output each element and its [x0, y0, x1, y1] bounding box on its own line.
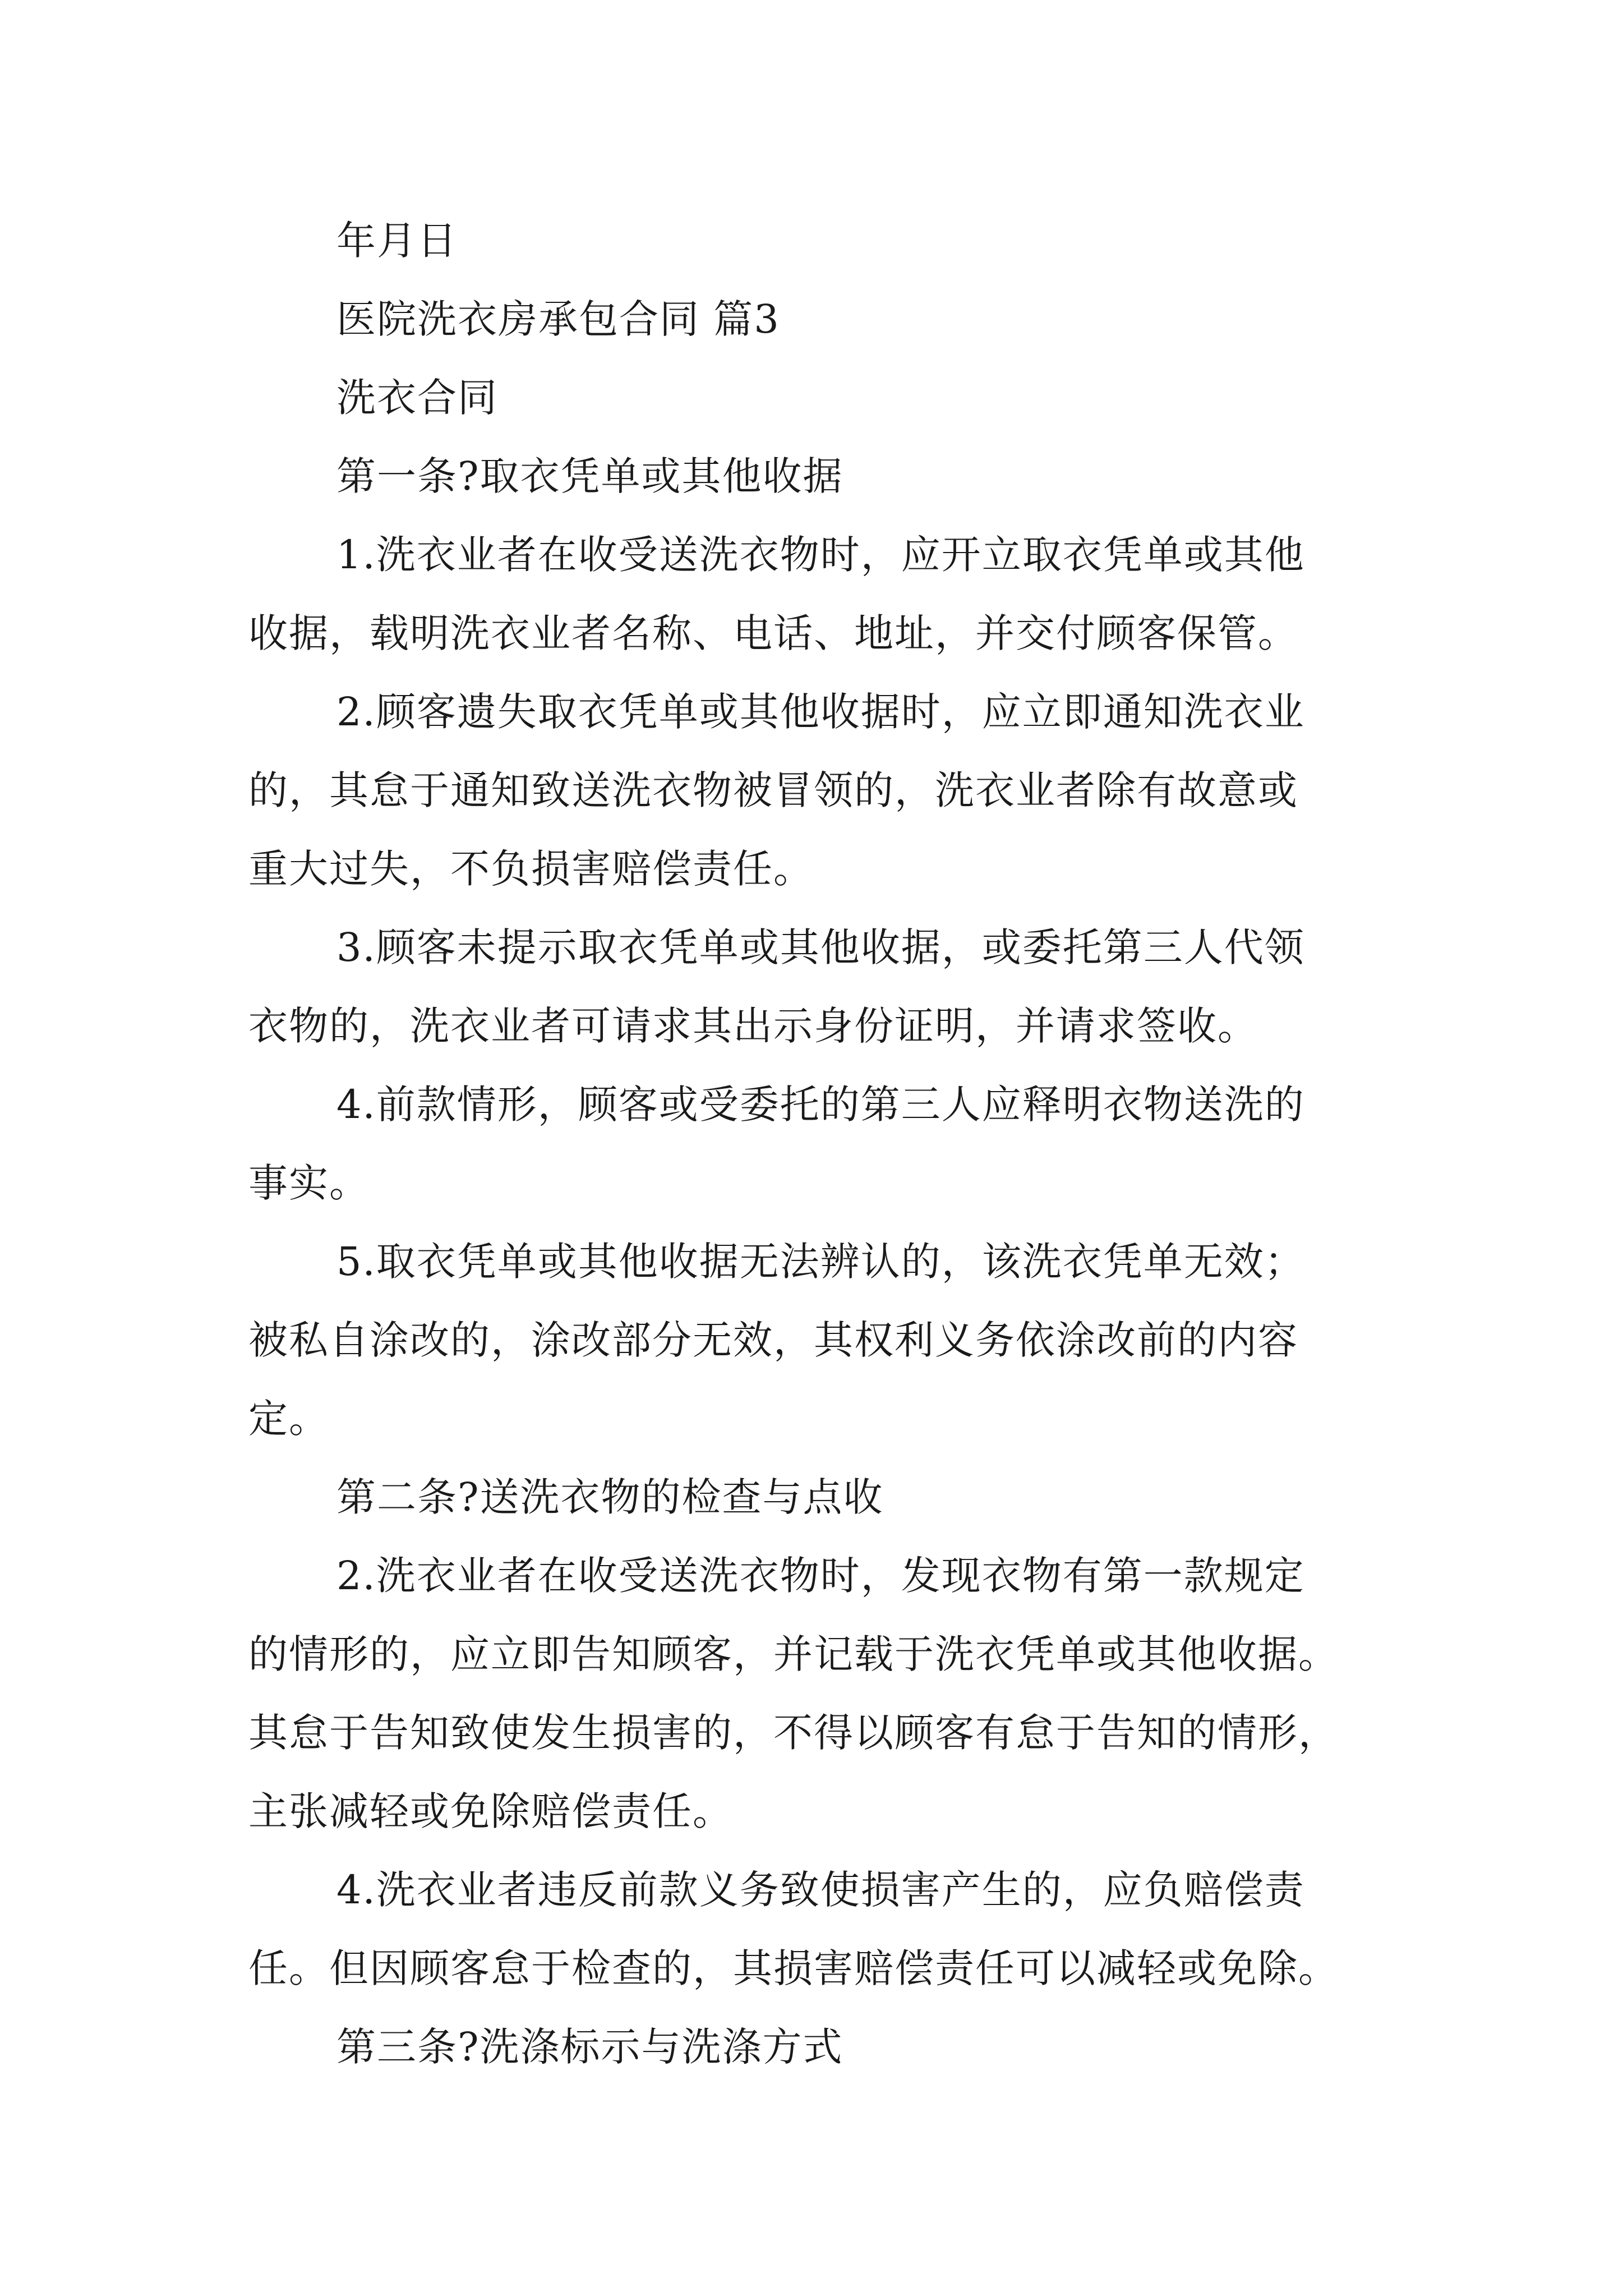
paragraph-line: 其怠于告知致使发生损害的，不得以顾客有怠于告知的情形， — [248, 1710, 1339, 1756]
paragraph-line: 定。 — [248, 1396, 329, 1442]
article-heading: 第二条?送洗衣物的检查与点收 — [336, 1474, 884, 1520]
paragraph-line: 事实。 — [248, 1160, 370, 1206]
paragraph-line: 衣物的，洗衣业者可请求其出示身份证明，并请求签收。 — [248, 1003, 1258, 1049]
paragraph-line: 的情形的，应立即告知顾客，并记载于洗衣凭单或其他收据。 — [248, 1631, 1339, 1677]
paragraph-line: 4.前款情形，顾客或受委托的第三人应释明衣物送洗的 — [336, 1082, 1305, 1128]
date-line: 年月日 — [336, 218, 458, 264]
paragraph-line: 主张减轻或免除赔偿责任。 — [248, 1788, 733, 1834]
paragraph-line: 重大过失，不负损害赔偿责任。 — [248, 846, 814, 892]
paragraph-line: 被私自涂改的，涂改部分无效，其权利义务依涂改前的内容 — [248, 1317, 1298, 1363]
paragraph-line: 3.顾客未提示取衣凭单或其他收据，或委托第三人代领 — [336, 924, 1305, 970]
paragraph-line: 1.洗衣业者在收受送洗衣物时，应开立取衣凭单或其他 — [336, 532, 1305, 578]
article-heading: 第三条?洗涤标示与洗涤方式 — [336, 2024, 843, 2070]
contract-title: 洗衣合同 — [336, 375, 498, 421]
paragraph-line: 2.洗衣业者在收受送洗衣物时，发现衣物有第一款规定 — [336, 1553, 1305, 1599]
paragraph-line: 4.洗衣业者违反前款义务致使损害产生的，应负赔偿责 — [336, 1867, 1305, 1913]
paragraph-line: 的，其怠于通知致送洗衣物被冒领的，洗衣业者除有故意或 — [248, 767, 1298, 813]
section-heading: 医院洗衣房承包合同 篇3 — [336, 296, 780, 342]
paragraph-line: 任。但因顾客怠于检查的，其损害赔偿责任可以减轻或免除。 — [248, 1945, 1339, 1991]
paragraph-line: 5.取衣凭单或其他收据无法辨认的，该洗衣凭单无效； — [336, 1239, 1305, 1285]
paragraph-line: 2.顾客遗失取衣凭单或其他收据时，应立即通知洗衣业 — [336, 689, 1305, 735]
paragraph-line: 收据，载明洗衣业者名称、电话、地址，并交付顾客保管。 — [248, 610, 1298, 656]
article-heading: 第一条?取衣凭单或其他收据 — [336, 453, 843, 499]
